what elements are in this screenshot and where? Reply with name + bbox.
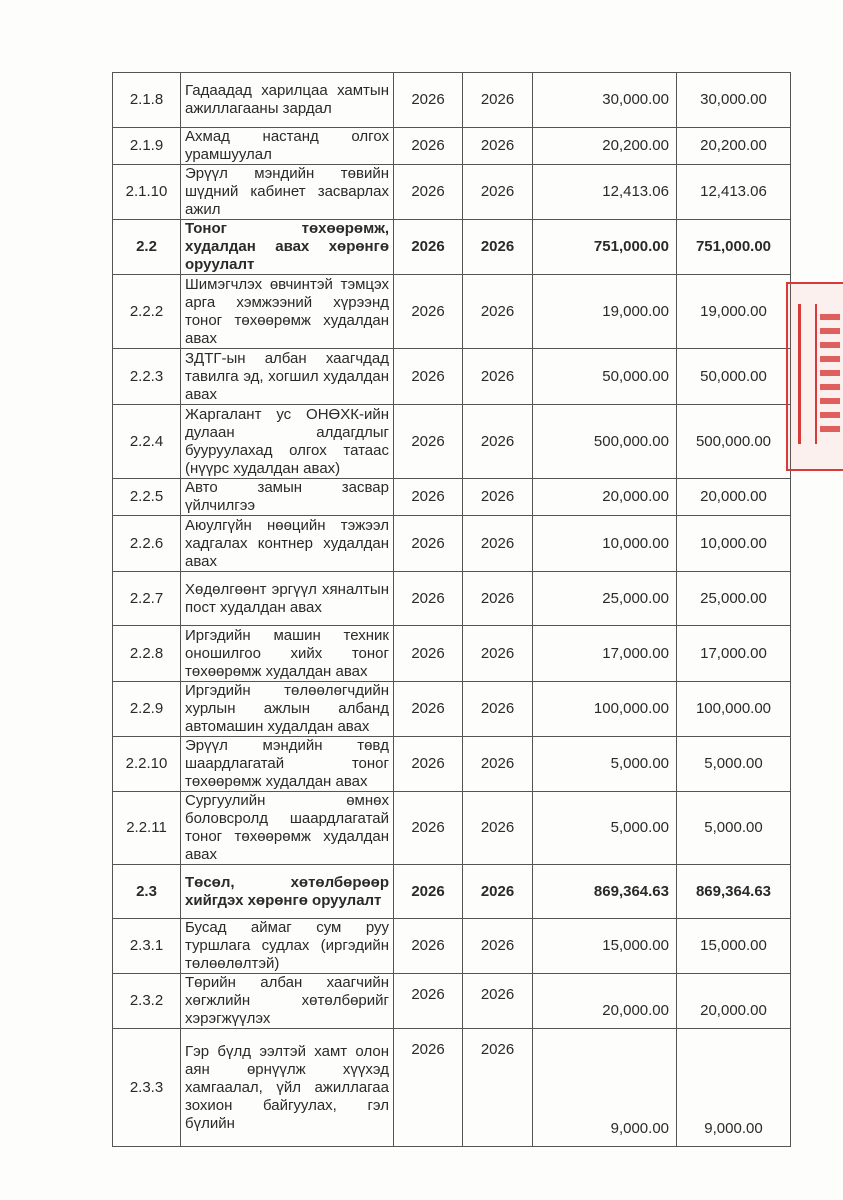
row-total: 10,000.00 (677, 516, 791, 572)
row-code: 2.3.3 (113, 1029, 181, 1147)
row-amount: 9,000.00 (533, 1029, 677, 1147)
table-row (113, 919, 791, 974)
row-total: 20,000.00 (677, 479, 791, 516)
table-row (113, 128, 791, 165)
row-total: 50,000.00 (677, 349, 791, 405)
row-start-year: 2026 (394, 572, 463, 626)
row-description: Иргэдийн төлөөлөгчдийн хурлын ажлын албанд автомашин худалдан авах (181, 682, 394, 737)
row-end-year: 2026 (463, 919, 533, 974)
row-end-year: 2026 (463, 165, 533, 220)
row-start-year: 2026 (394, 682, 463, 737)
row-total: 751,000.00 (677, 220, 791, 275)
row-end-year: 2026 (463, 349, 533, 405)
row-end-year: 2026 (463, 479, 533, 516)
budget-table (112, 72, 791, 1147)
row-code: 2.1.8 (113, 73, 181, 128)
row-start-year: 2026 (394, 73, 463, 128)
row-amount: 500,000.00 (533, 405, 677, 479)
row-start-year: 2026 (394, 792, 463, 865)
row-description: Авто замын засвар үйлчилгээ (181, 479, 394, 516)
row-total: 869,364.63 (677, 865, 791, 919)
row-code: 2.2.3 (113, 349, 181, 405)
row-amount: 20,000.00 (533, 974, 677, 1029)
row-code: 2.2.9 (113, 682, 181, 737)
row-start-year: 2026 (394, 516, 463, 572)
row-code: 2.3 (113, 865, 181, 919)
row-end-year: 2026 (463, 516, 533, 572)
table-row (113, 682, 791, 737)
row-description: Сургуулийн өмнөх боловсролд шаардлагатай тоног төхөөрөмж худалдан авах (181, 792, 394, 865)
row-amount: 25,000.00 (533, 572, 677, 626)
table-row (113, 165, 791, 220)
row-description: Ахмад настанд олгох урамшуулал (181, 128, 394, 165)
row-total: 5,000.00 (677, 792, 791, 865)
table-row (113, 73, 791, 128)
row-total: 500,000.00 (677, 405, 791, 479)
row-description: Тоног төхөөрөмж, худалдан авах хөрөнгө оруулалт (181, 220, 394, 275)
row-end-year: 2026 (463, 737, 533, 792)
table-row (113, 737, 791, 792)
row-description: Эрүүл мэндийн төвийн шүдний кабинет засварлах ажил (181, 165, 394, 220)
row-amount: 20,200.00 (533, 128, 677, 165)
row-end-year: 2026 (463, 275, 533, 349)
table-row (113, 974, 791, 1029)
row-total: 30,000.00 (677, 73, 791, 128)
row-amount: 50,000.00 (533, 349, 677, 405)
row-description: Бусад аймаг сум руу туршлага судлах (иргэдийн төлөөлөлтэй) (181, 919, 394, 974)
row-code: 2.2 (113, 220, 181, 275)
row-total: 100,000.00 (677, 682, 791, 737)
row-total: 15,000.00 (677, 919, 791, 974)
row-end-year: 2026 (463, 572, 533, 626)
row-code: 2.3.1 (113, 919, 181, 974)
row-code: 2.1.9 (113, 128, 181, 165)
row-start-year: 2026 (394, 128, 463, 165)
row-amount: 5,000.00 (533, 737, 677, 792)
row-code: 2.2.10 (113, 737, 181, 792)
row-end-year: 2026 (463, 682, 533, 737)
table-row (113, 572, 791, 626)
row-end-year: 2026 (463, 974, 533, 1029)
row-total: 5,000.00 (677, 737, 791, 792)
row-total: 9,000.00 (677, 1029, 791, 1147)
row-amount: 10,000.00 (533, 516, 677, 572)
table-row (113, 349, 791, 405)
row-start-year: 2026 (394, 919, 463, 974)
row-amount: 5,000.00 (533, 792, 677, 865)
row-start-year: 2026 (394, 974, 463, 1029)
row-description: Шимэгчлэх өвчинтэй тэмцэх арга хэмжээний хүрээнд тоног төхөөрөмж худалдан авах (181, 275, 394, 349)
row-total: 17,000.00 (677, 626, 791, 682)
row-amount: 30,000.00 (533, 73, 677, 128)
row-code: 2.2.4 (113, 405, 181, 479)
table-row (113, 1029, 791, 1147)
row-total: 20,200.00 (677, 128, 791, 165)
row-description: Хөдөлгөөнт эргүүл хяналтын пост худалдан авах (181, 572, 394, 626)
row-amount: 17,000.00 (533, 626, 677, 682)
row-code: 2.3.2 (113, 974, 181, 1029)
row-amount: 751,000.00 (533, 220, 677, 275)
row-amount: 15,000.00 (533, 919, 677, 974)
row-amount: 20,000.00 (533, 479, 677, 516)
row-description: Аюулгүйн нөөцийн тэжээл хадгалах контнер худалдан авах (181, 516, 394, 572)
row-description: Гэр бүлд ээлтэй хамт олон аян өрнүүлж хүүхэд хамгаалал, үйл ажиллагаа зохион байгуулах, гэл бүлийн (181, 1029, 394, 1147)
table-row (113, 792, 791, 865)
row-start-year: 2026 (394, 737, 463, 792)
row-start-year: 2026 (394, 405, 463, 479)
row-start-year: 2026 (394, 220, 463, 275)
row-end-year: 2026 (463, 792, 533, 865)
row-end-year: 2026 (463, 865, 533, 919)
row-start-year: 2026 (394, 275, 463, 349)
row-end-year: 2026 (463, 626, 533, 682)
row-amount: 19,000.00 (533, 275, 677, 349)
row-start-year: 2026 (394, 1029, 463, 1147)
table-row (113, 275, 791, 349)
row-amount: 869,364.63 (533, 865, 677, 919)
table-row (113, 405, 791, 479)
row-start-year: 2026 (394, 349, 463, 405)
table-row (113, 516, 791, 572)
table-row (113, 626, 791, 682)
table-row (113, 865, 791, 919)
row-code: 2.2.8 (113, 626, 181, 682)
row-code: 2.2.7 (113, 572, 181, 626)
red-stamp (786, 282, 843, 471)
table-row (113, 479, 791, 516)
row-start-year: 2026 (394, 865, 463, 919)
row-description: Жаргалант ус ОНӨХК-ийн дулаан алдагдлыг бууруулахад олгох татаас (нүүрс худалдан авах) (181, 405, 394, 479)
row-amount: 12,413.06 (533, 165, 677, 220)
row-amount: 100,000.00 (533, 682, 677, 737)
row-description: Иргэдийн машин техник оношилгоо хийх тоног төхөөрөмж худалдан авах (181, 626, 394, 682)
row-description: Эрүүл мэндийн төвд шаардлагатай тоног төхөөрөмж худалдан авах (181, 737, 394, 792)
row-total: 20,000.00 (677, 974, 791, 1029)
row-end-year: 2026 (463, 73, 533, 128)
row-start-year: 2026 (394, 479, 463, 516)
row-end-year: 2026 (463, 220, 533, 275)
row-description: Төрийн албан хаагчийн хөгжлийн хөтөлбөрийг хэрэгжүүлэх (181, 974, 394, 1029)
row-total: 19,000.00 (677, 275, 791, 349)
row-code: 2.2.11 (113, 792, 181, 865)
row-end-year: 2026 (463, 128, 533, 165)
row-description: Төсөл, хөтөлбөрөөр хийгдэх хөрөнгө оруулалт (181, 865, 394, 919)
row-total: 25,000.00 (677, 572, 791, 626)
row-code: 2.2.2 (113, 275, 181, 349)
row-description: Гадаадад харилцаа хамтын ажиллагааны зардал (181, 73, 394, 128)
table-row (113, 220, 791, 275)
row-end-year: 2026 (463, 1029, 533, 1147)
row-end-year: 2026 (463, 405, 533, 479)
row-code: 2.2.5 (113, 479, 181, 516)
row-description: ЗДТГ-ын албан хаагчдад тавилга эд, хогшил худалдан авах (181, 349, 394, 405)
row-start-year: 2026 (394, 165, 463, 220)
row-start-year: 2026 (394, 626, 463, 682)
row-code: 2.1.10 (113, 165, 181, 220)
row-total: 12,413.06 (677, 165, 791, 220)
row-code: 2.2.6 (113, 516, 181, 572)
